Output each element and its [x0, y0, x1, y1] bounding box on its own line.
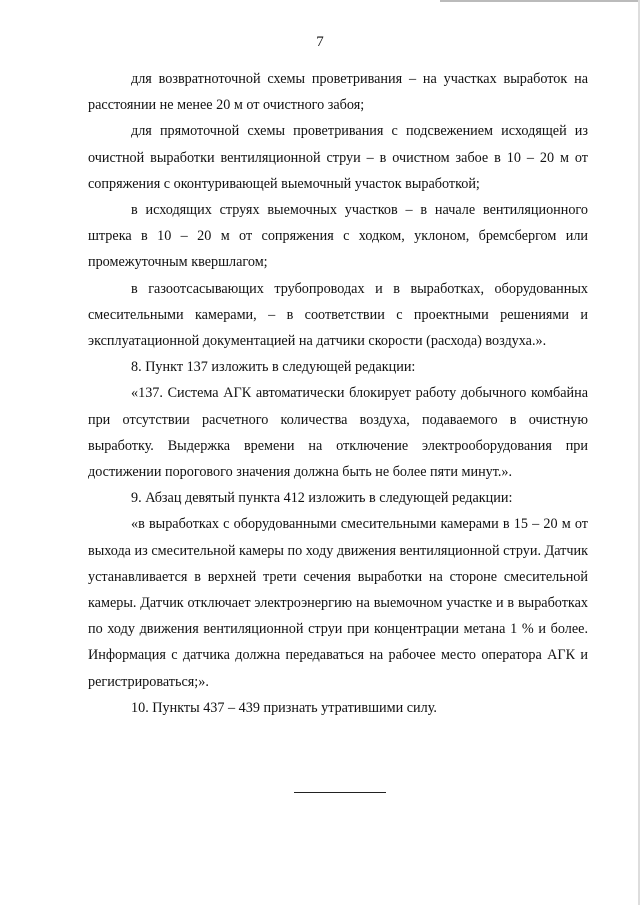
closing-rule: [294, 792, 386, 793]
scan-edge-top: [440, 0, 640, 2]
document-body: [88, 66, 588, 721]
paragraph-direct-scheme: для прямоточной схемы проветривания с подсвежением исходящей из очистной выработки вентиляционной струи – в очистном забое в 10 – 20 м от сопряжения с оконтуривающей выемочный участок выработкой;: [88, 123, 588, 192]
page-number: 7: [316, 34, 324, 50]
paragraph-outgoing-streams: в исходящих струях выемочных участков – в начале вентиляционного штрека в 10 – 20 м от сопряжения с ходком, уклоном, бремсбергом или промежуточным квершлагом;: [88, 202, 588, 271]
paragraph-item-137-text: «137. Система АГК автоматически блокирует работу добычного комбайна при отсутствии расчетного количества воздуха, подаваемого в очистную выработку. Выдержка времени на отключение электрооборудования при достижении порогового значения должна быть не более пяти минут.».: [88, 385, 588, 481]
paragraph-gas-pipelines: в газоотсасывающих трубопроводах и в выработках, оборудованных смесительными камерами, – в соответствии с проектными решениями и эксплуатационной документацией на датчики скорости (расхода) воздуха.».: [88, 280, 588, 350]
paragraph-return-scheme: для возвратноточной схемы проветривания – на участках выработок на расстоянии не менее 20 м от очистного забоя;: [88, 71, 588, 114]
paragraph-item-8: 8. Пункт 137 изложить в следующей редакции:: [131, 359, 416, 376]
paragraph-item-412-text: «в выработках с оборудованными смесительными камерами в 15 – 20 м от выхода из смесительной камеры по ходу движения вентиляционной струи. Датчик устанавливается в верхней трети сечения выработки на стороне смесительной камеры. Датчик отключает электроэнергию на выемочном участке и в выработках по ходу движения вентиляционной струи при концентрации метана 1 % и более. Информация с датчика должна передаваться на рабочее место оператора АГК и регистрироваться;».: [88, 516, 588, 690]
paragraph-item-10: 10. Пункты 437 – 439 признать утратившими силу.: [131, 699, 437, 716]
paragraph-item-9: 9. Абзац девятый пункта 412 изложить в следующей редакции:: [131, 490, 513, 507]
